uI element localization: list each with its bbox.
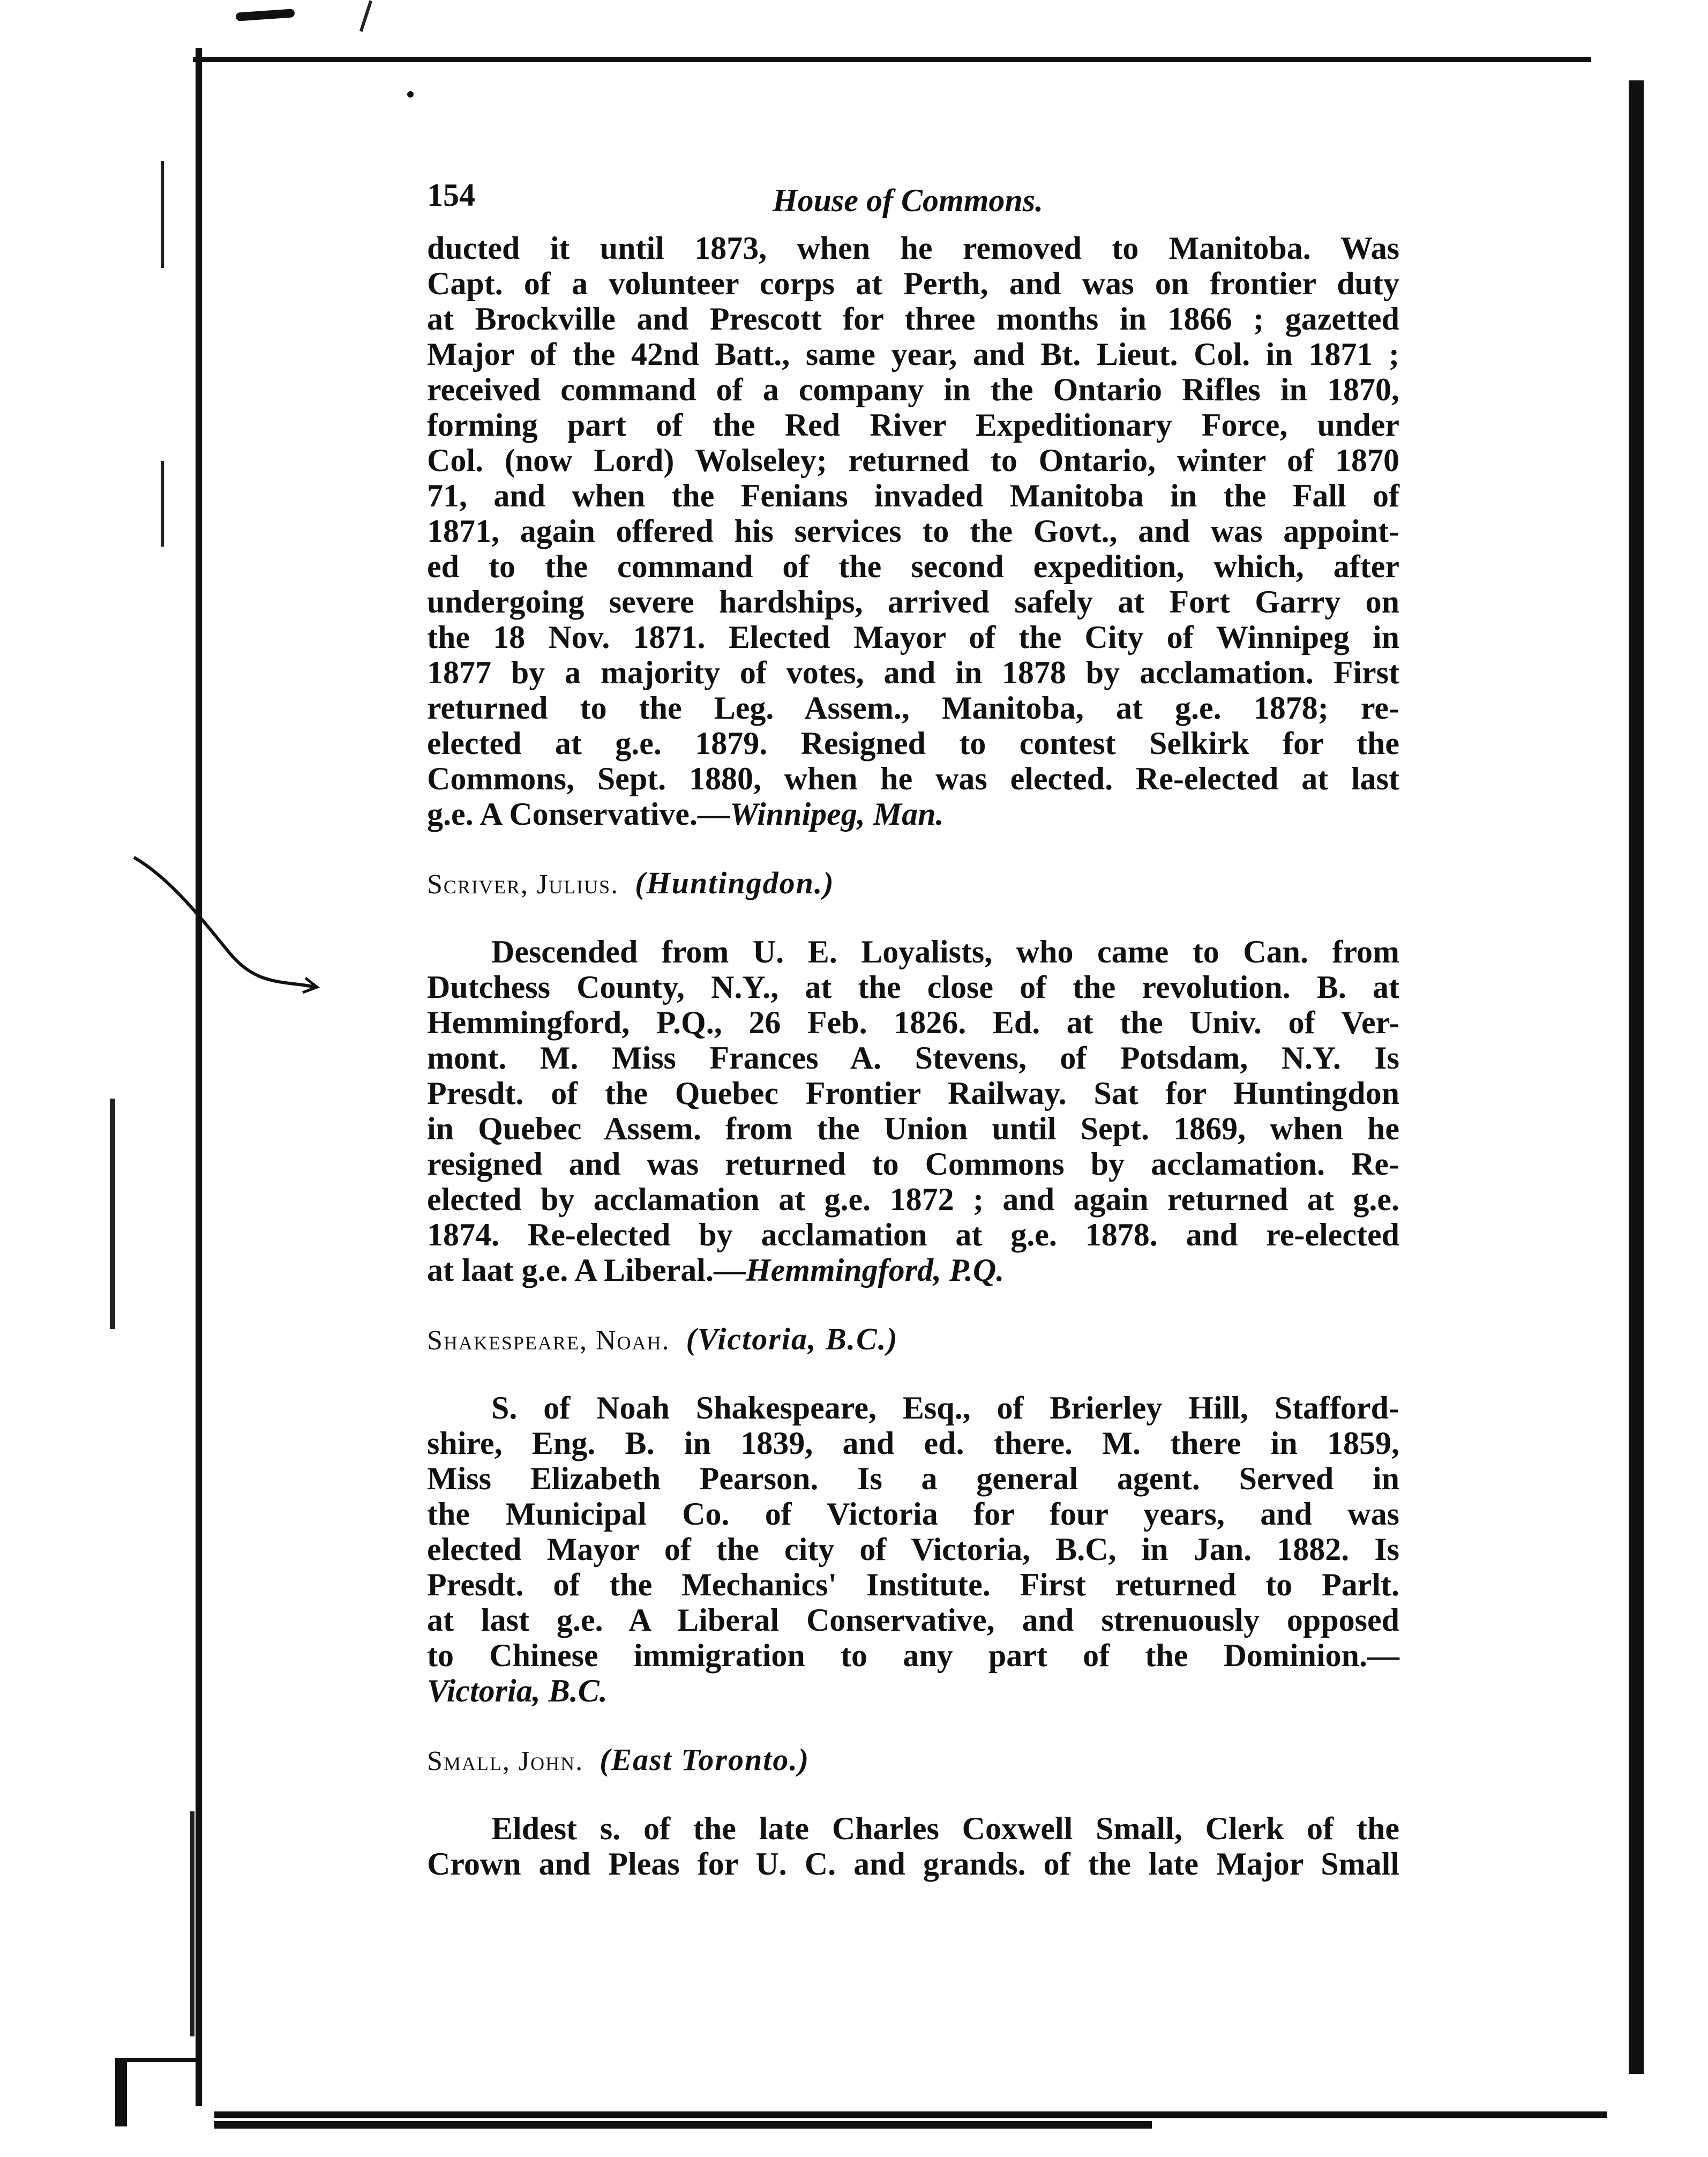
text-line: Presdt. of the Quebec Frontier Railway. Sat for Huntingdon xyxy=(427,1076,1399,1111)
member-name: Shakespeare, Noah. xyxy=(427,1325,670,1356)
scan-dash-left-1 xyxy=(161,161,164,268)
scan-dash-left-4 xyxy=(110,1179,115,1329)
text-line: S. of Noah Shakespeare, Esq., of Brierley Hill, Stafford- xyxy=(491,1390,1399,1425)
text-line-last xyxy=(427,796,1399,832)
text-line: the 18 Nov. 1871. Elected Mayor of the City of Winnipeg in xyxy=(427,620,1399,655)
text-line-end: at laat g.e. A Liberal.— xyxy=(427,1252,746,1288)
text-line: at last g.e. A Liberal Conservative, and strenuously opposed xyxy=(427,1602,1399,1638)
text-line: Dutchess County, N.Y., at the close of the revolution. B. at xyxy=(427,969,1399,1005)
text-line: undergoing severe hardships, arrived safely at Fort Garry on xyxy=(427,584,1399,620)
residence: Victoria, B.C. xyxy=(427,1673,608,1708)
text-line: Commons, Sept. 1880, when he was elected. Re-elected at last xyxy=(427,761,1399,796)
member-name: Small, John. xyxy=(427,1746,584,1777)
text-line: Miss Elizabeth Pearson. Is a general agent. Served in xyxy=(427,1461,1399,1496)
text-line: ducted it until 1873, when he removed to Manitoba. Was xyxy=(427,230,1399,266)
entry-body xyxy=(427,1811,1399,1882)
scan-dot xyxy=(407,91,414,98)
scan-mark-top xyxy=(236,9,295,21)
scan-dash-left-2 xyxy=(161,461,164,547)
scan-corner-mark xyxy=(115,2058,202,2126)
text-line: ed to the command of the second expedition, which, after xyxy=(427,549,1399,584)
text-line: mont. M. Miss Frances A. Stevens, of Potsdam, N.Y. Is xyxy=(427,1040,1399,1076)
text-line: Hemmingford, P.Q., 26 Feb. 1826. Ed. at the Univ. of Ver- xyxy=(427,1005,1399,1040)
entry-heading xyxy=(427,1321,1399,1357)
entry-body xyxy=(427,934,1399,1288)
entry-body xyxy=(427,1390,1399,1708)
entry-heading xyxy=(427,865,1399,901)
scan-border-top xyxy=(193,57,1591,62)
scan-border-bottom xyxy=(214,2111,1607,2118)
margin-pen-stroke xyxy=(129,847,321,997)
text-line: 1874. Re-elected by acclamation at g.e. 1878. and re-elected xyxy=(427,1217,1399,1252)
scan-dash-left-5 xyxy=(190,1811,194,2036)
text-line: the Municipal Co. of Victoria for four years, and was xyxy=(427,1496,1399,1532)
scan-border-right xyxy=(1629,80,1644,2074)
text-line: 1871, again offered his services to the Govt., and was appoint- xyxy=(427,513,1399,549)
text-line: Capt. of a volunteer corps at Perth, and was on frontier duty xyxy=(427,266,1399,301)
text-line: received command of a company in the Ontario Rifles in 1870, xyxy=(427,372,1399,407)
text-line: elected by acclamation at g.e. 1872 ; and again returned at g.e. xyxy=(427,1182,1399,1217)
text-line: Eldest s. of the late Charles Coxwell Small, Clerk of the xyxy=(491,1811,1399,1846)
scan-border-left xyxy=(196,48,202,2106)
book-page xyxy=(427,177,1399,1882)
scan-border-bottom-2 xyxy=(214,2121,1152,2129)
text-line: Presdt. of the Mechanics' Institute. First returned to Parlt. xyxy=(427,1567,1399,1602)
text-line: forming part of the Red River Expeditionary Force, under xyxy=(427,407,1399,443)
text-line-last xyxy=(427,1252,1399,1288)
text-line: at Brockville and Prescott for three months in 1866 ; gazetted xyxy=(427,301,1399,337)
residence: Winnipeg, Man. xyxy=(729,796,944,832)
riding-name: (Victoria, B.C.) xyxy=(686,1322,898,1356)
riding-name: (East Toronto.) xyxy=(600,1742,810,1777)
entry-heading xyxy=(427,1742,1399,1778)
running-title: House of Commons. xyxy=(773,183,1044,218)
text-line: shire, Eng. B. in 1839, and ed. there. M. there in 1859, xyxy=(427,1425,1399,1461)
text-line: Descended from U. E. Loyalists, who came to Can. from xyxy=(491,934,1399,969)
text-line-end: g.e. A Conservative.— xyxy=(427,796,730,832)
text-line: Col. (now Lord) Wolseley; returned to Ontario, winter of 1870 xyxy=(427,443,1399,478)
text-line: resigned and was returned to Commons by acclamation. Re- xyxy=(427,1146,1399,1182)
text-line: Major of the 42nd Batt., same year, and Bt. Lieut. Col. in 1871 ; xyxy=(427,337,1399,372)
running-head xyxy=(427,177,1399,230)
text-line: 71, and when the Fenians invaded Manitoba in the Fall of xyxy=(427,478,1399,513)
member-name: Scriver, Julius. xyxy=(427,869,619,900)
scan-tick-top xyxy=(359,1,372,32)
text-line: elected at g.e. 1879. Resigned to contest Selkirk for the xyxy=(427,726,1399,761)
text-line: 1877 by a majority of votes, and in 1878 by acclamation. First xyxy=(427,655,1399,690)
text-line: Crown and Pleas for U. C. and grands. of the late Major Small xyxy=(427,1846,1399,1882)
text-line: elected Mayor of the city of Victoria, B.C, in Jan. 1882. Is xyxy=(427,1532,1399,1567)
text-line: to Chinese immigration to any part of the Dominion.— xyxy=(427,1638,1399,1673)
residence: Hemmingford, P.Q. xyxy=(745,1252,1005,1288)
page-number: 154 xyxy=(427,177,475,213)
text-line: returned to the Leg. Assem., Manitoba, at g.e. 1878; re- xyxy=(427,690,1399,726)
text-line: in Quebec Assem. from the Union until Sept. 1869, when he xyxy=(427,1111,1399,1146)
continued-entry xyxy=(427,230,1399,832)
riding-name: (Huntingdon.) xyxy=(635,865,835,900)
